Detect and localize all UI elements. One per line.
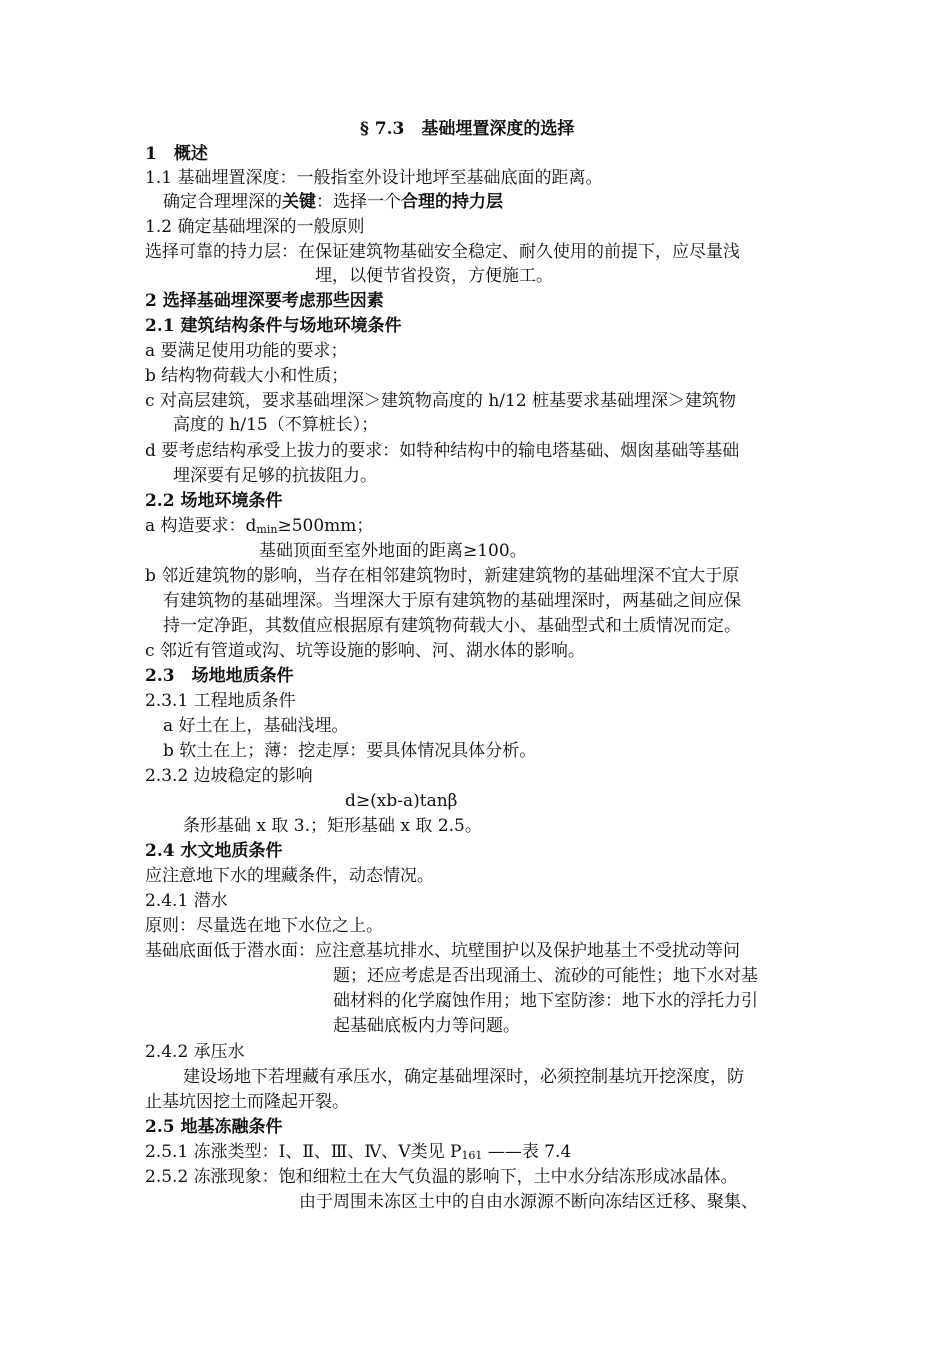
paragraph-line: 埋深要有足够的抗拔阻力。 — [173, 466, 377, 486]
text-run: ——表 7.4 — [482, 1142, 572, 1162]
paragraph-line: 起基础底板内力等问题。 — [333, 1016, 520, 1036]
paragraph-line: 题；还应考虑是否出现涌土、流砂的可能性；地下水对基 — [333, 966, 758, 986]
paragraph-line: b 软土在上；薄：挖走厚：要具体情况具体分析。 — [163, 741, 537, 761]
paragraph-line — [145, 515, 373, 541]
section-title: § 7.3 基础埋置深度的选择 — [360, 119, 575, 139]
paragraph-line: d 要考虑结构承受上拔力的要求：如特种结构中的输电塔基础、烟囱基础等基础 — [145, 441, 740, 461]
paragraph-line: 基础顶面至室外地面的距离≥100。 — [259, 541, 527, 561]
heading-frost: 2.5 地基冻融条件 — [145, 1117, 283, 1137]
paragraph-line: 由于周围未冻区土中的自由水源源不断向冻结区迁移、聚集、 — [299, 1192, 758, 1212]
paragraph-line: 建设场地下若埋藏有承压水，确定基础埋深时，必须控制基坑开挖深度，防 — [183, 1067, 744, 1087]
heading-geology: 2.3 场地地质条件 — [145, 666, 294, 686]
paragraph-line: a 好土在上，基础浅埋。 — [163, 716, 349, 736]
heading-factors: 2 选择基础埋深要考虑那些因素 — [145, 291, 384, 311]
paragraph-line: 止基坑因挖土而隆起开裂。 — [145, 1092, 349, 1112]
paragraph-line: 2.5.2 冻涨现象：饱和细粒土在大气负温的影响下，土中水分结冻形成冰晶体。 — [145, 1167, 738, 1187]
paragraph-line: b 邻近建筑物的影响，当存在相邻建筑物时，新建建筑物的基础埋深不宜大于原 — [145, 566, 740, 586]
paragraph-line: 埋，以便节省投资，方便施工。 — [315, 266, 553, 286]
paragraph-line: 基础底面低于潜水面：应注意基坑排水、坑壁围护以及保护地基土不受扰动等问 — [145, 941, 740, 961]
heading-site: 2.2 场地环境条件 — [145, 491, 283, 511]
subscript: 161 — [461, 1149, 483, 1162]
paragraph-line: 2.3.1 工程地质条件 — [145, 691, 296, 711]
bold-text-run: 关键 — [282, 192, 316, 212]
paragraph-line: 有建筑物的基础埋深。当埋深大于原有建筑物的基础埋深时，两基础之间应保 — [163, 591, 741, 611]
paragraph-line: c 对高层建筑，要求基础埋深＞建筑物高度的 h/12 桩基要求基础埋深＞建筑物 — [145, 391, 737, 411]
paragraph-line: c 邻近有管道或沟、坑等设施的影响、河、湖水体的影响。 — [145, 641, 585, 661]
paragraph-line: a 要满足使用功能的要求； — [145, 341, 348, 361]
text-run: ：选择一个 — [316, 192, 401, 212]
paragraph-line: 2.3.2 边坡稳定的影响 — [145, 766, 313, 786]
paragraph-line — [145, 1141, 571, 1167]
bold-text-run: 合理的持力层 — [401, 192, 503, 212]
text-run: a 构造要求：d — [145, 516, 257, 536]
paragraph-line: 持一定净距，其数值应根据原有建筑物荷载大小、基础型式和土质情况而定。 — [163, 616, 741, 636]
text-run: 2.5.1 冻涨类型：Ⅰ、Ⅱ、Ⅲ、Ⅳ、Ⅴ类见 P — [145, 1142, 462, 1162]
paragraph-line: 1.2 确定基础埋深的一般原则 — [145, 217, 365, 237]
paragraph-line: b 结构物荷载大小和性质； — [145, 366, 349, 386]
paragraph-line: 2.4.2 承压水 — [145, 1042, 245, 1062]
heading-overview: 1 概述 — [145, 144, 208, 164]
paragraph-line: 应注意地下水的埋藏条件，动态情况。 — [145, 866, 434, 886]
subscript: min — [256, 523, 278, 536]
text-run: ≥500mm； — [277, 516, 374, 536]
paragraph-line: 条形基础 x 取 3.；矩形基础 x 取 2.5。 — [183, 816, 482, 836]
paragraph-line: 础材料的化学腐蚀作用；地下室防渗：地下水的浮托力引 — [333, 991, 758, 1011]
text-run: 确定合理埋深的 — [163, 192, 282, 212]
heading-structure: 2.1 建筑结构条件与场地环境条件 — [145, 316, 402, 336]
heading-hydrogeology: 2.4 水文地质条件 — [145, 841, 283, 861]
paragraph-line — [163, 191, 503, 213]
formula: d≥(xb-a)tanβ — [345, 791, 458, 811]
paragraph-line: 2.4.1 潜水 — [145, 891, 228, 911]
paragraph-line: 高度的 h/15（不算桩长）； — [173, 415, 379, 435]
paragraph-line: 原则：尽量选在地下水位之上。 — [145, 916, 383, 936]
paragraph-line: 1.1 基础埋置深度：一般指室外设计地坪至基础底面的距离。 — [145, 168, 603, 188]
paragraph-line: 选择可靠的持力层：在保证建筑物基础安全稳定、耐久使用的前提下，应尽量浅 — [145, 242, 740, 262]
